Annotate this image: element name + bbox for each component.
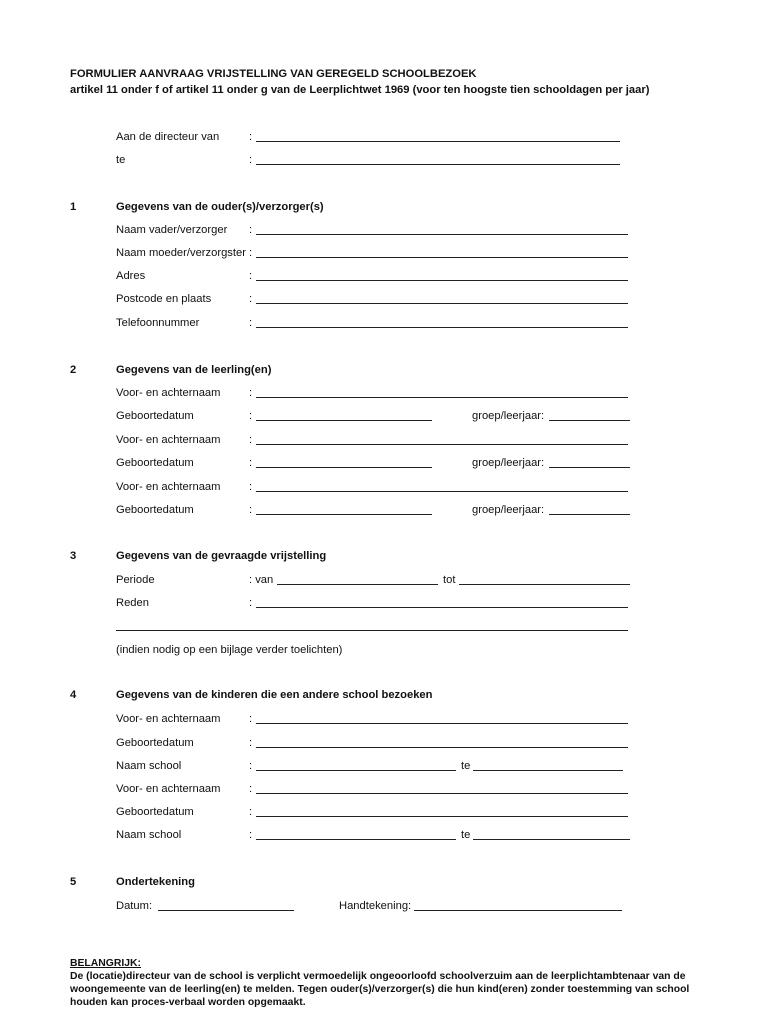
child-school-field[interactable]	[256, 839, 456, 840]
director-label: Aan de directeur van	[116, 131, 220, 143]
period-from-field[interactable]	[277, 584, 438, 585]
student-dob-label: Geboortedatum	[116, 504, 194, 516]
student-group-field[interactable]	[549, 467, 630, 468]
child-school-label: Naam school	[116, 760, 182, 772]
signature-label: Handtekening:	[339, 900, 412, 912]
student-name-label: Voor- en achternaam	[116, 434, 221, 446]
child-dob-field[interactable]	[256, 747, 628, 748]
section-1-number: 1	[70, 201, 77, 213]
child-name-field[interactable]	[256, 793, 628, 794]
section-4-title: Gegevens van de kinderen die een andere school bezoeken	[116, 689, 433, 701]
form-subtitle: artikel 11 onder f of artikel 11 onder g van de Leerplichtwet 1969 (voor ten hoogste tien schooldagen per jaar)	[70, 84, 650, 96]
address-field[interactable]	[256, 280, 628, 281]
section-5-number: 5	[70, 876, 77, 888]
child-school-field[interactable]	[256, 770, 456, 771]
student-name-field[interactable]	[256, 491, 628, 492]
form-title: FORMULIER AANVRAAG VRIJSTELLING VAN GEREGELD SCHOOLBEZOEK	[70, 68, 477, 80]
student-dob-field[interactable]	[256, 514, 432, 515]
section-1-title: Gegevens van de ouder(s)/verzorger(s)	[116, 201, 324, 213]
student-dob-label: Geboortedatum	[116, 457, 194, 469]
section-2-title: Gegevens van de leerling(en)	[116, 364, 272, 376]
mother-label: Naam moeder/verzorgster	[116, 247, 246, 259]
student-group-label: groep/leerjaar:	[472, 410, 545, 422]
student-dob-label: Geboortedatum	[116, 410, 194, 422]
period-van-label: : van	[249, 574, 274, 586]
student-dob-field[interactable]	[256, 420, 432, 421]
child-dob-label: Geboortedatum	[116, 806, 194, 818]
section-2-number: 2	[70, 364, 77, 376]
important-heading: BELANGRIJK:	[70, 958, 142, 969]
child-dob-label: Geboortedatum	[116, 737, 194, 749]
date-label: Datum:	[116, 900, 153, 912]
student-group-field[interactable]	[549, 420, 630, 421]
student-name-label: Voor- en achternaam	[116, 387, 221, 399]
te-label: te	[116, 154, 126, 166]
student-dob-field[interactable]	[256, 467, 432, 468]
director-field[interactable]	[256, 141, 620, 142]
mother-field[interactable]	[256, 257, 628, 258]
father-field[interactable]	[256, 234, 628, 235]
postcode-field[interactable]	[256, 303, 628, 304]
section-3-number: 3	[70, 550, 77, 562]
date-field[interactable]	[158, 910, 294, 911]
child-dob-field[interactable]	[256, 816, 628, 817]
child-name-field[interactable]	[256, 723, 628, 724]
student-name-field[interactable]	[256, 444, 628, 445]
section-4-number: 4	[70, 689, 77, 701]
address-label: Adres	[116, 270, 146, 282]
student-group-label: groep/leerjaar:	[472, 457, 545, 469]
phone-field[interactable]	[256, 327, 628, 328]
reason-field-continued[interactable]	[116, 630, 628, 631]
child-school-label: Naam school	[116, 829, 182, 841]
child-name-label: Voor- en achternaam	[116, 783, 221, 795]
postcode-label: Postcode en plaats	[116, 293, 212, 305]
period-label: Periode	[116, 574, 155, 586]
student-name-label: Voor- en achternaam	[116, 481, 221, 493]
student-group-label: groep/leerjaar:	[472, 504, 545, 516]
te-field[interactable]	[256, 164, 620, 165]
section-3-title: Gegevens van de gevraagde vrijstelling	[116, 550, 327, 562]
father-label: Naam vader/verzorger	[116, 224, 228, 236]
period-tot-label: tot	[443, 574, 456, 586]
attachment-note: (indien nodig op een bijlage verder toelichten)	[116, 644, 343, 656]
student-name-field[interactable]	[256, 397, 628, 398]
section-5-title: Ondertekening	[116, 876, 195, 888]
signature-field[interactable]	[414, 910, 622, 911]
child-name-label: Voor- en achternaam	[116, 713, 221, 725]
phone-label: Telefoonnummer	[116, 317, 200, 329]
child-school-city-field[interactable]	[473, 839, 630, 840]
child-school-te-label: te	[461, 829, 471, 841]
period-to-field[interactable]	[459, 584, 630, 585]
child-school-city-field[interactable]	[473, 770, 623, 771]
reason-label: Reden	[116, 597, 149, 609]
reason-field[interactable]	[256, 607, 628, 608]
student-group-field[interactable]	[549, 514, 630, 515]
important-text: De (locatie)directeur van de school is verplicht vermoedelijk ongeoorloofd schoolverzuim aan de leerplichtambtenaar van de woongemeente van de leerling(en) te melden. Tegen ouder(s)/verzorger(s) die hun kind(eren) zonder toestemming van school houden kan proces-verbaal worden opgemaakt.	[70, 971, 690, 1008]
child-school-te-label: te	[461, 760, 471, 772]
